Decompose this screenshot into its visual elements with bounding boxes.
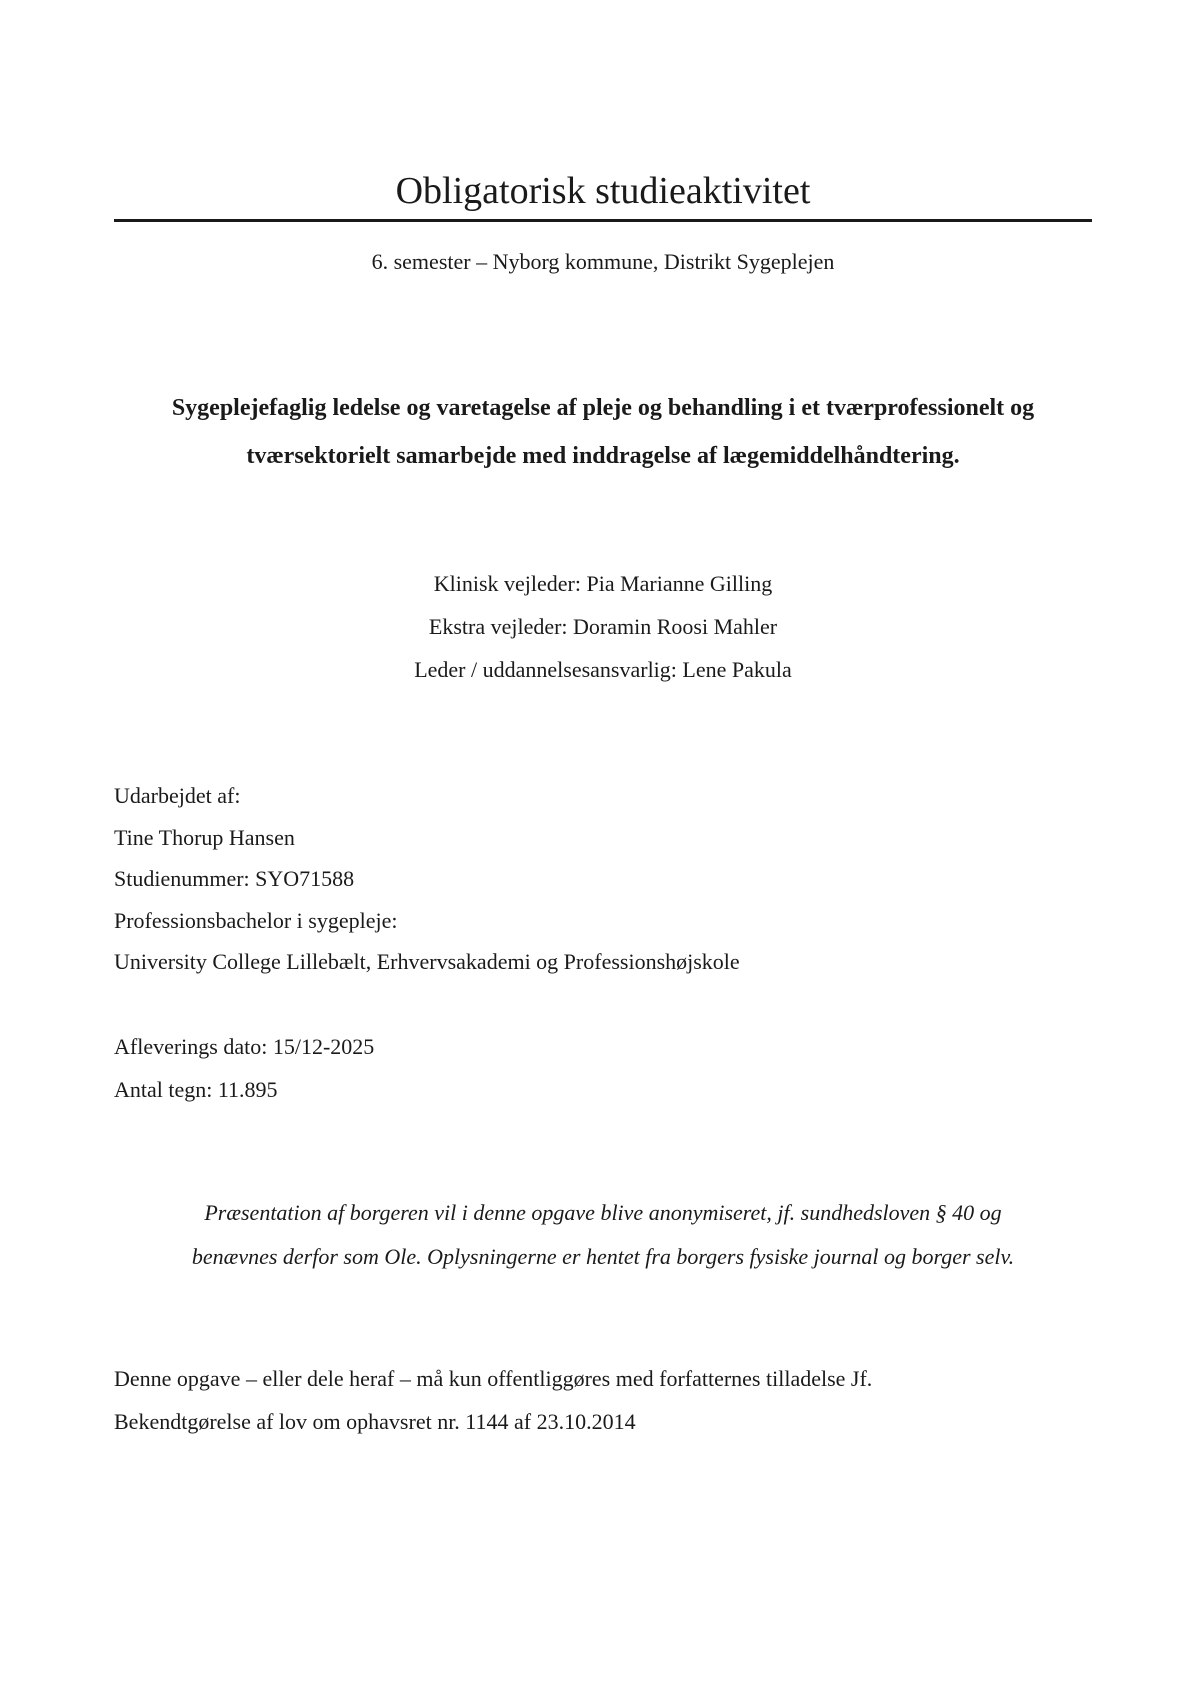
heading-line-1: Sygeplejefaglig ledelse og varetagelse af pleje og behandling i et tværprofessionelt og — [171, 395, 1035, 421]
heading-line-2: tværsektorielt samarbejde med inddragelse af lægemiddelhåndtering. — [246, 443, 960, 469]
character-count: Antal tegn: 11.895 — [114, 1077, 278, 1102]
supervisors-block — [114, 562, 1092, 691]
prepared-by-label: Udarbejdet af: — [114, 783, 241, 808]
study-program: Professionsbachelor i sygepleje: — [114, 907, 398, 933]
clinical-supervisor: Klinisk vejleder: Pia Marianne Gilling — [433, 571, 773, 596]
submission-date: Afleverings dato: 15/12-2025 — [114, 1034, 375, 1059]
author-name: Tine Thorup Hansen — [114, 824, 295, 850]
document-title: Obligatorisk studieaktivitet — [395, 170, 811, 212]
anonymization-line-1: Præsentation af borgeren vil i denne opgave blive anonymiseret, jf. sundhedsloven § 40 og — [204, 1200, 1002, 1225]
anonymization-line-2: benævnes derfor som Ole. Oplysningerne er hentet fra borgers fysiske journal og borger selv. — [191, 1244, 1015, 1269]
extra-supervisor: Ekstra vejleder: Doramin Roosi Mahler — [428, 614, 778, 639]
education-leader: Leder / uddannelsesansvarlig: Lene Pakula — [414, 657, 792, 682]
title-underline — [114, 219, 1092, 222]
copyright-line-1: Denne opgave – eller dele heraf – må kun offentliggøres med forfatternes tilladelse Jf. — [114, 1366, 873, 1391]
author-block — [114, 775, 740, 983]
student-number: Studienummer: SYO71588 — [114, 866, 355, 891]
semester-subtitle: 6. semester – Nyborg kommune, Distrikt Sygeplejen — [371, 249, 835, 274]
institution: University College Lillebælt, Erhvervsakademi og Professionshøjskole — [114, 949, 740, 974]
assignment-heading — [110, 384, 1096, 480]
anonymization-note — [114, 1191, 1092, 1279]
submission-block — [114, 1025, 374, 1111]
copyright-notice — [114, 1357, 872, 1443]
copyright-line-2: Bekendtgørelse af lov om ophavsret nr. 1144 af 23.10.2014 — [114, 1409, 636, 1434]
